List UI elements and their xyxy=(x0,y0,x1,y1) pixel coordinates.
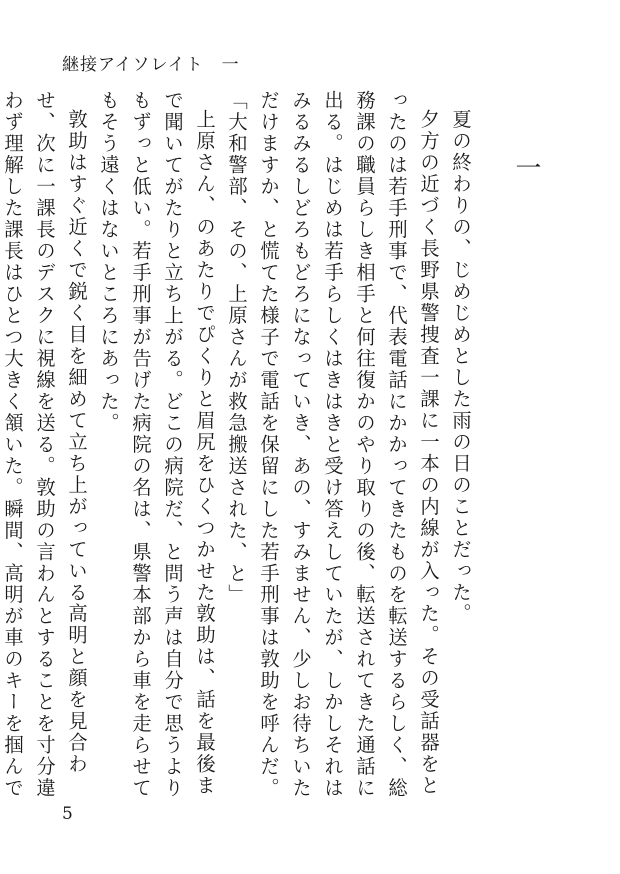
chapter-heading: 一 xyxy=(511,154,541,180)
paragraph: 「大和警部、その、上原さんが救急搬送された、と」 xyxy=(225,90,248,606)
paragraph: 上原さん、のあたりでぴくりと眉尻をひくつかせた敦助は、話を最後まで聞いてがたりと立ち上がる。どこの病院だ、と問う声は自分で思うよりもずっと低い。若手刑事が告げた病院の名は、県警本部から車を走らせてもそう遠くはないところにあった。 xyxy=(97,90,216,800)
book-title: 継接アイソレイト xyxy=(62,55,204,75)
page-number: 5 xyxy=(62,804,73,824)
paragraph: 敦助はすぐ近くで鋭く目を細めて立ち上がっている高明と顔を見合わせ、次に一課長のデスクに視線を送る。敦助の言わんとすることを寸分違わず理解した課長はひとつ大きく頷いた。瞬間、高明が車のキーを掴んで xyxy=(1,90,88,800)
running-header xyxy=(62,50,240,75)
paragraph: 夕方の近づく長野県警捜査一課に一本の内線が入った。その受話器をとったのは若手刑事で、代表電話にかかってきたものを転送するらしく、総務課の職員らしき相手と何往復かのやり取りの後、転送されてきた通話に出る。はじめは若手らしくはきはきと受け答えしていたが、しかしそれはみるみるしどろもどろになっていき、あの、すみません、少しお待ちいただけますか、と慌てた様子で電話を保留にした若手刑事は敦助を呼んだ。 xyxy=(257,90,440,800)
paragraph: 夏の終わりの、じめじめとした雨の日のことだった。 xyxy=(449,109,472,626)
body-text xyxy=(1,90,476,810)
header-chapter-mark: 一 xyxy=(221,55,240,75)
